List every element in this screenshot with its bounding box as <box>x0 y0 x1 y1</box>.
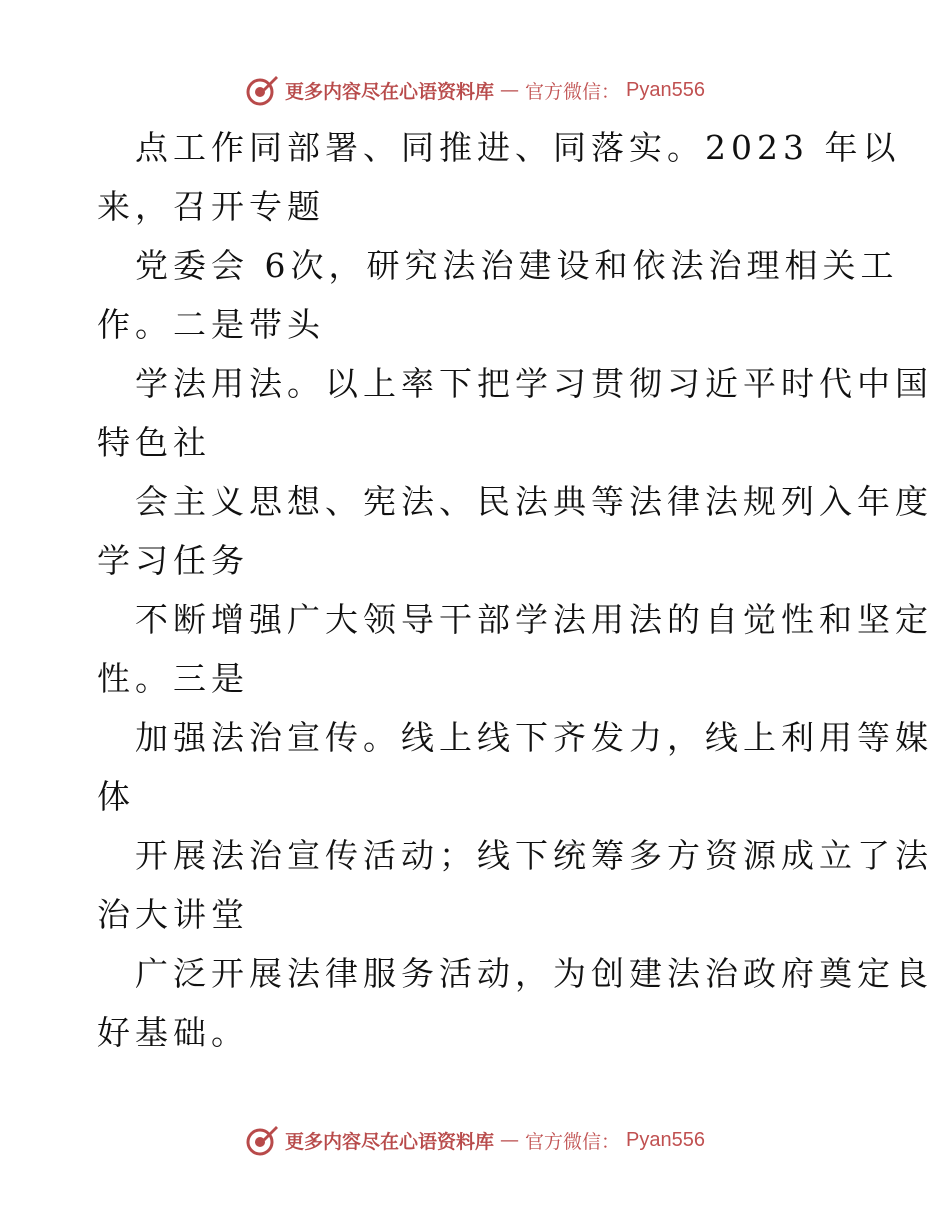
quill-logo-icon <box>245 73 279 107</box>
header-watermark <box>0 70 950 110</box>
body-line: 学习任务 <box>97 541 249 580</box>
watermark-dash: — <box>500 1129 520 1151</box>
footer-watermark <box>0 1120 950 1160</box>
watermark-wechat-label: 官方微信： <box>525 80 621 103</box>
body-line: 加强法治宣传。线上线下齐发力，线上利用等媒 <box>135 718 933 757</box>
body-line: 开展法治宣传活动；线下统筹多方资源成立了法 <box>135 836 933 875</box>
watermark-dash: — <box>500 79 520 101</box>
watermark-wechat-id: Pyan556 <box>626 1128 705 1151</box>
body-line: 不断增强广大领导干部学法用法的自觉性和坚定 <box>135 600 933 639</box>
watermark-wechat-label: 官方微信： <box>525 1130 621 1153</box>
body-line: 性。三是 <box>97 659 249 698</box>
body-line: 体 <box>97 777 135 816</box>
document-body <box>97 118 933 1062</box>
quill-logo-icon <box>245 1123 279 1157</box>
body-line: 好基础。 <box>97 1013 249 1052</box>
watermark-wechat-id: Pyan556 <box>626 78 705 101</box>
body-line: 特色社 <box>97 423 211 462</box>
watermark-main-text: 更多内容尽在心语资料库 <box>285 80 495 103</box>
body-line: 点工作同部署、同推进、同落实。2023 年以 <box>135 128 901 167</box>
body-line: 广泛开展法律服务活动，为创建法治政府奠定良 <box>135 954 933 993</box>
body-line: 作。二是带头 <box>97 305 325 344</box>
watermark-main-text: 更多内容尽在心语资料库 <box>285 1130 495 1153</box>
body-line: 学法用法。以上率下把学习贯彻习近平时代中国 <box>135 364 933 403</box>
body-line: 党委会 6次，研究法治建设和依法治理相关工 <box>135 246 899 285</box>
body-line: 会主义思想、宪法、民法典等法律法规列入年度 <box>135 482 933 521</box>
body-line: 治大讲堂 <box>97 895 249 934</box>
body-line: 来，召开专题 <box>97 187 325 226</box>
